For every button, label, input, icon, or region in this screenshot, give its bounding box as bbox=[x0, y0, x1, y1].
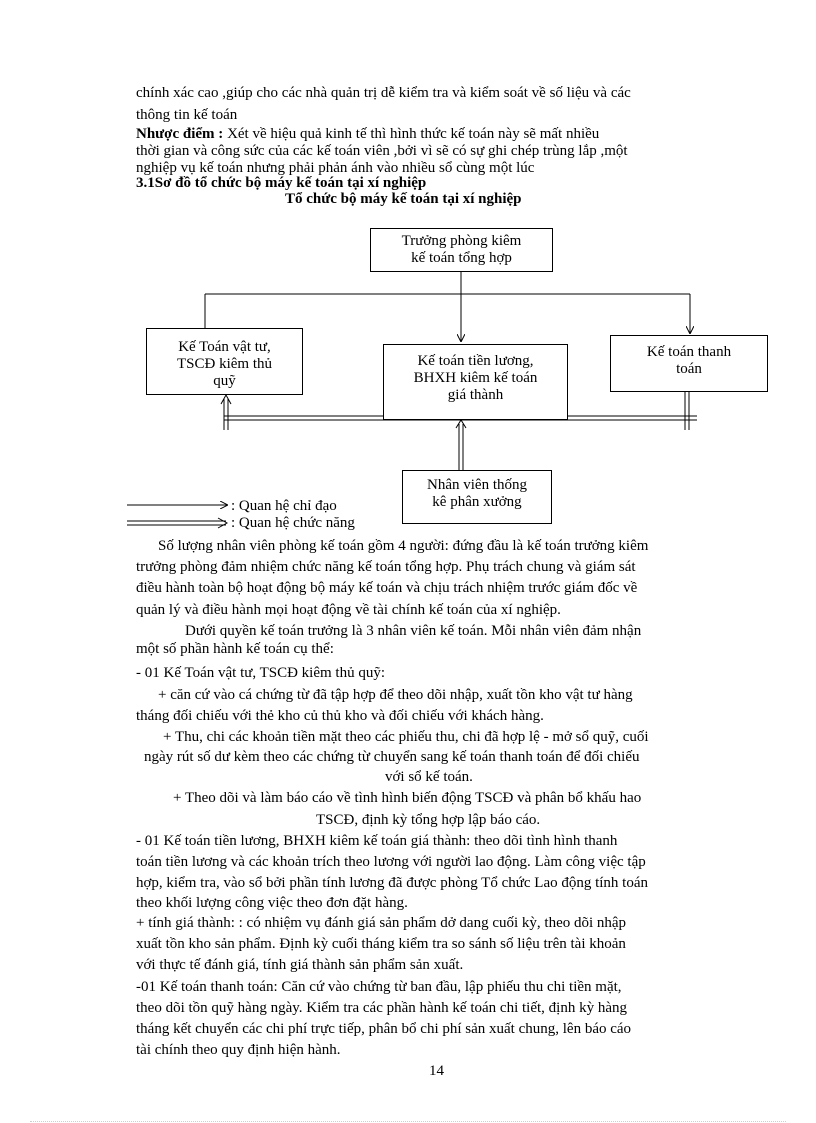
list-item: - 01 Kế toán tiền lương, BHXH kiêm kế toán giá thành: theo dõi tình hình thanh bbox=[136, 833, 618, 849]
chart-title: Tổ chức bộ máy kế toán tại xí nghiệp bbox=[285, 191, 522, 207]
text-line: Dưới quyền kế toán trưởng là 3 nhân viên kế toán. Mỗi nhân viên đảm nhận bbox=[185, 623, 642, 639]
page-bottom-divider bbox=[30, 1121, 786, 1122]
text-line: theo khối lượng công việc theo đơn đặt hàng. bbox=[136, 895, 408, 911]
text-line: TSCĐ, định kỳ tổng hợp lập báo cáo. bbox=[316, 812, 541, 828]
text-line: tháng kết chuyển các chi phí trực tiếp, phân bổ chi phí sản xuất chung, lên báo cáo bbox=[136, 1021, 632, 1037]
text-line: ngày rút số dư kèm theo các chứng từ chuyển sang kế toán thanh toán để đối chiếu bbox=[144, 749, 640, 765]
materials-accountant-box: Kế Toán vật tư, TSCĐ kiêm thủ quỹ bbox=[146, 328, 303, 395]
payroll-accountant-box: Kế toán tiền lương, BHXH kiêm kế toán giá thành bbox=[383, 344, 568, 420]
page-number: 14 bbox=[429, 1063, 444, 1079]
text-line: + căn cứ vào cá chứng từ đã tập hợp để theo dõi nhập, xuất tồn kho vật tư hàng bbox=[158, 687, 633, 703]
text-line: tháng đối chiếu với thẻ kho củ thủ kho và đối chiếu với khách hàng. bbox=[136, 708, 544, 724]
list-item: - 01 Kế Toán vật tư, TSCĐ kiêm thủ quỹ: bbox=[136, 665, 386, 681]
text-line: nghiệp vụ kế toán nhưng phải phản ánh vào nhiều sổ cùng một lúc bbox=[136, 160, 535, 176]
disadvantage-text: Xét về hiệu quả kinh tế thì hình thức kế toán này sẽ mất nhiều bbox=[223, 126, 600, 142]
chief-accountant-box: Trưởng phòng kiêm kế toán tổng hợp bbox=[370, 228, 553, 272]
text-line: điều hành toàn bộ hoạt động bộ máy kế toán và chịu trách nhiệm trước giám đốc về bbox=[136, 580, 638, 596]
section-heading: 3.1Sơ đồ tổ chức bộ máy kế toán tại xí nghiệp bbox=[136, 175, 427, 191]
text-line: + tính giá thành: : có nhiệm vụ đánh giá sản phẩm dở dang cuối kỳ, theo dõi nhập bbox=[136, 915, 627, 931]
text-line: với thực tế đánh giá, tính giá thành sản phẩm sản xuất. bbox=[136, 957, 464, 973]
workshop-statistician-box: Nhân viên thống kê phân xưởng bbox=[402, 470, 552, 524]
text-line: với sổ kế toán. bbox=[385, 769, 473, 785]
text-line: xuất tồn kho sản phẩm. Định kỳ cuối tháng kiểm tra so sánh số liệu trên tài khoản bbox=[136, 936, 626, 952]
text-line: trưởng phòng đảm nhiệm chức năng kế toán tổng hợp. Phụ trách chung và giám sát bbox=[136, 559, 636, 575]
text-line: toán tiền lương và các khoản trích theo lương với người lao động. Làm công việc tập bbox=[136, 854, 646, 870]
disadvantage-label: Nhược điểm : bbox=[136, 126, 224, 142]
text-line: tài chính theo quy định hiện hành. bbox=[136, 1042, 341, 1058]
text-line: theo dõi tồn quỹ hàng ngày. Kiểm tra các phần hành kế toán chi tiết, định kỳ hàng bbox=[136, 1000, 627, 1016]
text-line: + Thu, chi các khoản tiền mặt theo các phiếu thu, chi đã hợp lệ - mở sổ quỹ, cuối bbox=[163, 729, 649, 745]
text-line: hợp, kiểm tra, vào sổ bởi phần tính lương đã được phòng Tổ chức Lao động tính toán bbox=[136, 875, 649, 891]
text-line: thời gian và công sức của các kế toán viên ,bởi vì sẽ có sự ghi chép trùng lắp ,một bbox=[136, 143, 628, 159]
legend-direct-label: : Quan hệ chỉ đạo bbox=[231, 498, 337, 514]
text-line: Số lượng nhân viên phòng kế toán gồm 4 người: đứng đầu là kế toán trưởng kiêm bbox=[158, 538, 649, 554]
legend-function-label: : Quan hệ chức năng bbox=[231, 515, 355, 531]
text-line: + Theo dõi và làm báo cáo về tình hình biến động TSCĐ và phân bổ khấu hao bbox=[173, 790, 642, 806]
text-line: một số phần hành kế toán cụ thể: bbox=[136, 641, 334, 657]
payment-accountant-box: Kế toán thanh toán bbox=[610, 335, 768, 392]
text-line: quản lý và điều hành mọi hoạt động về tài chính kế toán của xí nghiệp. bbox=[136, 602, 561, 618]
text-line: chính xác cao ,giúp cho các nhà quản trị dễ kiểm tra và kiểm soát về số liệu và các bbox=[136, 85, 631, 101]
text-line: thông tin kế toán bbox=[136, 107, 238, 123]
list-item: -01 Kế toán thanh toán: Căn cứ vào chứng từ ban đầu, lập phiếu thu chi tiền mặt, bbox=[136, 979, 622, 995]
